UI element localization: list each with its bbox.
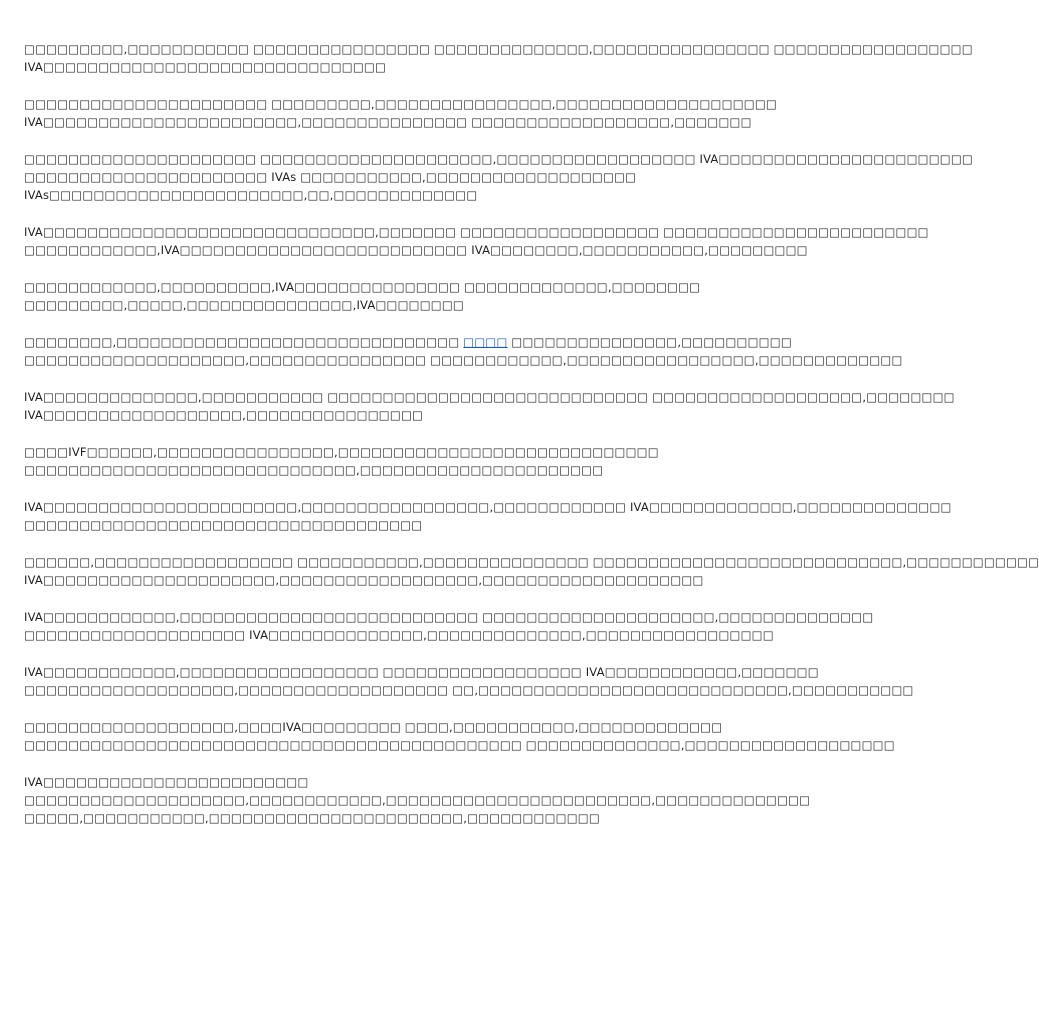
text-line xyxy=(24,626,774,644)
text-segment: □□□□□□□□□,□□□□□□□□□□□ □□□□□□□□□□□□□□□□ □□□□□□□□□□□□□□,□□□□□□□□□□□□□□□□ □□□□□□□□□□□□□□□□□□ xyxy=(24,42,973,56)
text-segment: □□□□□□□□□□□□□□□□□□□□ IVA□□□□□□□□□□□□□□,□□□□□□□□□□□□□□,□□□□□□□□□□□□□□□□□ xyxy=(24,628,774,642)
paragraph xyxy=(24,443,696,479)
text-line xyxy=(24,95,777,113)
paragraph xyxy=(24,773,811,827)
text-segment: □□□□□□,□□□□□□□□□□□□□□□□□□ □□□□□□□□□□□,□□□□□□□□□□□□□□□ □□□□□□□□□□□□□□□□□□□□□□□□□□□□,□□□□□□□□□□□□ xyxy=(24,555,1039,569)
text-line xyxy=(24,663,819,681)
text-segment: IVAs□□□□□□□□□□□□□□□□□□□□□□□,□□,□□□□□□□□□□□□□ xyxy=(24,188,478,202)
paragraph xyxy=(24,663,914,699)
text-segment: □□□□□□□□□□□□□□□□□□□□,□□□□□□□□□□□□,□□□□□□□□□□□□□□□□□□□□□□□□,□□□□□□□□□□□□□□ xyxy=(24,793,811,807)
text-segment: □□□□□□□□□,□□□□□,□□□□□□□□□□□□□□□,IVA□□□□□□□□ xyxy=(24,298,464,312)
paragraph xyxy=(24,333,903,369)
text-segment: IVA□□□□□□□□□□□□□□□□□□□□□□□,□□□□□□□□□□□□□□□ □□□□□□□□□□□□□□□□□□,□□□□□□□ xyxy=(24,115,752,129)
paragraph xyxy=(24,553,1039,589)
text-segment: IVA□□□□□□□□□□□□□□□□□□□□□□□□ xyxy=(24,775,309,789)
text-segment: IVA□□□□□□□□□□□□□□□□□□□□□□□,□□□□□□□□□□□□□□□□□,□□□□□□□□□□□□ IVA□□□□□□□□□□□□□,□□□□□□□□□□□□□□ xyxy=(24,500,952,514)
text-segment: IVA□□□□□□□□□□□□□□□□□□□□□□□□□□□□□□□ xyxy=(24,60,387,74)
text-line xyxy=(24,461,696,479)
text-segment: □□□□□□□□□□□□□□□□□□□,□□□□□□□□□□□□□□□□□□□ □□,□□□□□□□□□□□□□□□□□□□□□□□□□□□□,□□□□□□□□□□□ xyxy=(24,683,914,697)
text-line xyxy=(24,718,723,736)
paragraph xyxy=(24,150,973,204)
text-line xyxy=(24,681,914,699)
text-segment: □□□□□□□□□□□□,□□□□□□□□□□,IVA□□□□□□□□□□□□□□□ □□□□□□□□□□□□□,□□□□□□□□ xyxy=(24,280,701,294)
text-segment: □□□□□□□□□□□□□□□□□□□□□□□□□□□□□□,□□□□□□□□□□□□□□□□□□□□□□ xyxy=(24,463,604,477)
text-line xyxy=(24,113,752,131)
text-segment: IVA□□□□□□□□□□□□□□□□□□,□□□□□□□□□□□□□□□□ xyxy=(24,408,424,422)
text-line xyxy=(24,498,952,516)
text-line xyxy=(24,278,701,296)
text-segment: □□□□IVF□□□□□□,□□□□□□□□□□□□□□□□,□□□□□□□□□□□□□□□□□□□□□□□□□□□□□ xyxy=(24,445,659,459)
text-line xyxy=(24,443,696,461)
text-line xyxy=(24,168,696,186)
text-segment: IVA□□□□□□□□□□□□□□,□□□□□□□□□□□ □□□□□□□□□□□□□□□□□□□□□□□□□□□□□ □□□□□□□□□□□□□□□□□□□,□□□□□□□□ xyxy=(24,390,955,404)
text-line xyxy=(24,58,696,76)
text-segment: □□□□□□□□,□□□□□□□□□□□□□□□□□□□□□□□□□□□□□□□ xyxy=(24,335,464,349)
text-line xyxy=(24,516,696,534)
text-segment: □□□□□□□□□□□□□□□□□□□□□□□□□□□□□□□□□□□□ xyxy=(24,518,423,532)
text-line xyxy=(24,296,696,314)
paragraph xyxy=(24,498,952,534)
text-segment: □□□□□,□□□□□□□□□□□,□□□□□□□□□□□□□□□□□□□□□□□,□□□□□□□□□□□□ xyxy=(24,811,600,825)
text-line xyxy=(24,791,811,809)
text-segment: □□□□□□□□□□□□□□□□□□□□,□□□□□□□□□□□□□□□□ □□□□□□□□□□□□,□□□□□□□□□□□□□□□□□,□□□□□□□□□□□□□ xyxy=(24,353,903,367)
text-segment: □□□□□□□□□□□□□□□□□□□□□□ □□□□□□□□□,□□□□□□□□□□□□□□□□,□□□□□□□□□□□□□□□□□□□□ xyxy=(24,97,777,111)
document-body xyxy=(24,40,1039,846)
paragraph xyxy=(24,388,955,424)
paragraph xyxy=(24,40,973,76)
text-segment: □□□□□□□□□□□□,IVA□□□□□□□□□□□□□□□□□□□□□□□□□□ IVA□□□□□□□□,□□□□□□□□□□□,□□□□□□□□□ xyxy=(24,243,808,257)
text-line xyxy=(24,571,704,589)
text-line xyxy=(24,773,696,791)
text-segment: □□□□□□□□□□□□□□□□□□□□□□□□□□□□□□□□□□□□□□□□□□□□□ □□□□□□□□□□□□□□,□□□□□□□□□□□□□□□□□□□ xyxy=(24,738,895,752)
text-segment: □□□□□□□□□□□□□□□□□□□□□ □□□□□□□□□□□□□□□□□□□□□,□□□□□□□□□□□□□□□□□□ IVA□□□□□□□□□□□□□□□□□□□□□□□ xyxy=(24,152,973,166)
text-line xyxy=(24,40,973,58)
text-line xyxy=(24,351,903,369)
paragraph xyxy=(24,278,701,314)
text-line xyxy=(24,333,792,351)
text-segment: □□□□□□□□□□□□□□□,□□□□□□□□□□ xyxy=(507,335,792,349)
text-segment: IVA□□□□□□□□□□□□□□□□□□□□□,□□□□□□□□□□□□□□□□□□,□□□□□□□□□□□□□□□□□□□□ xyxy=(24,573,704,587)
paragraph xyxy=(24,608,874,644)
text-segment: □□□□□□□□□□□□□□□□□□□,□□□□IVA□□□□□□□□□ □□□□,□□□□□□□□□□□,□□□□□□□□□□□□□ xyxy=(24,720,723,734)
text-segment: □□□□□□□□□□□□□□□□□□□□□□ IVAs □□□□□□□□□□□,□□□□□□□□□□□□□□□□□□□ xyxy=(24,170,637,184)
text-line xyxy=(24,553,1039,571)
text-segment: IVA□□□□□□□□□□□□,□□□□□□□□□□□□□□□□□□□□□□□□□□□ □□□□□□□□□□□□□□□□□□□□□,□□□□□□□□□□□□□□ xyxy=(24,610,874,624)
paragraph xyxy=(24,95,777,131)
text-line xyxy=(24,406,696,424)
text-line xyxy=(24,223,929,241)
text-line xyxy=(24,241,808,259)
text-line xyxy=(24,608,874,626)
text-segment: IVA□□□□□□□□□□□□,□□□□□□□□□□□□□□□□□□ □□□□□□□□□□□□□□□□□□ IVA□□□□□□□□□□□□,□□□□□□□ xyxy=(24,665,819,679)
text-line xyxy=(24,388,955,406)
text-line xyxy=(24,809,696,827)
paragraph xyxy=(24,223,929,259)
text-line xyxy=(24,736,895,754)
text-segment: IVA□□□□□□□□□□□□□□□□□□□□□□□□□□□□□□,□□□□□□□ □□□□□□□□□□□□□□□□□□ □□□□□□□□□□□□□□□□□□□□□□□□ xyxy=(24,225,929,239)
text-line xyxy=(24,150,973,168)
text-line xyxy=(24,186,696,204)
inline-link[interactable]: □□□□ xyxy=(463,335,508,349)
paragraph xyxy=(24,718,895,754)
